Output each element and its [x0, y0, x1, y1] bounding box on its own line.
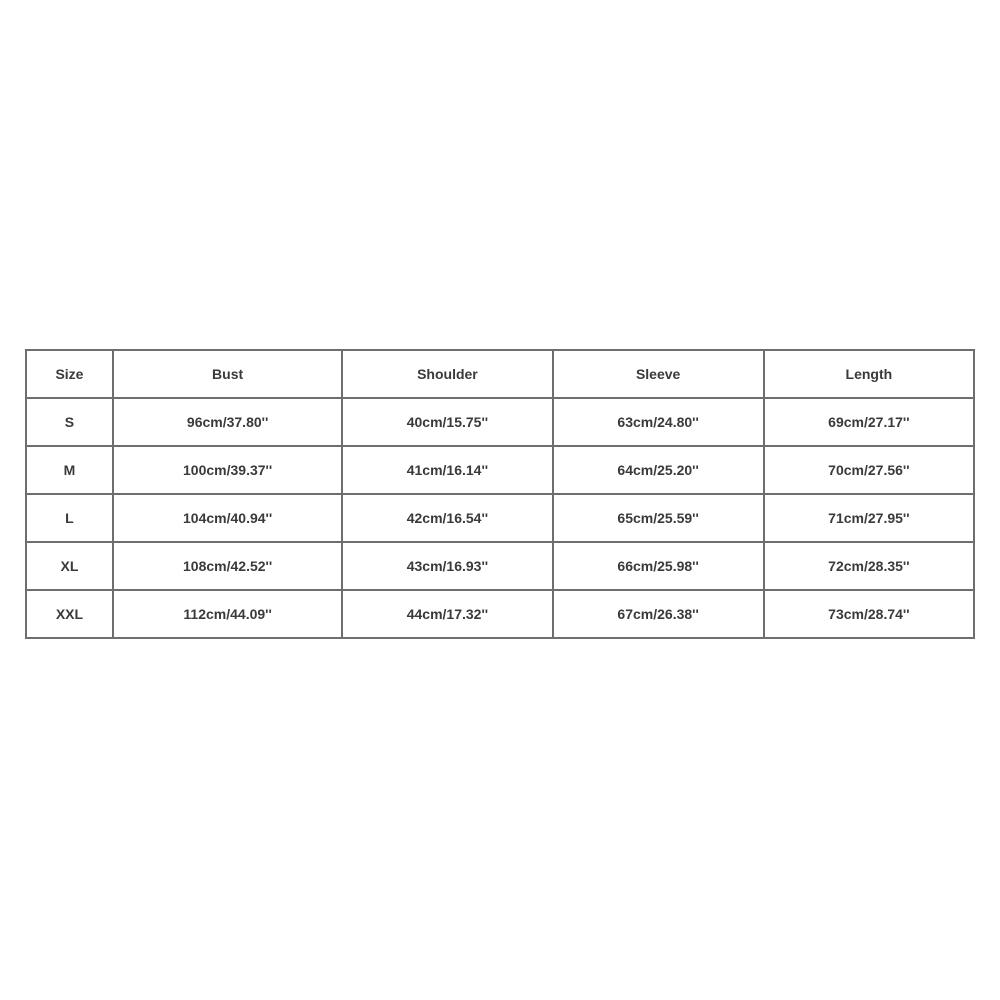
table-row: [26, 542, 974, 590]
cell-bust: 104cm/40.94'': [113, 494, 342, 542]
cell-size: S: [26, 398, 113, 446]
cell-shoulder: 40cm/15.75'': [342, 398, 552, 446]
cell-length: 72cm/28.35'': [764, 542, 974, 590]
cell-shoulder: 43cm/16.93'': [342, 542, 552, 590]
cell-size: M: [26, 446, 113, 494]
cell-size: L: [26, 494, 113, 542]
cell-sleeve: 66cm/25.98'': [553, 542, 764, 590]
cell-length: 71cm/27.95'': [764, 494, 974, 542]
cell-bust: 96cm/37.80'': [113, 398, 342, 446]
cell-length: 73cm/28.74'': [764, 590, 974, 638]
table-row: [26, 446, 974, 494]
cell-bust: 112cm/44.09'': [113, 590, 342, 638]
table-header-row: [26, 350, 974, 398]
cell-shoulder: 42cm/16.54'': [342, 494, 552, 542]
cell-length: 70cm/27.56'': [764, 446, 974, 494]
cell-size: XXL: [26, 590, 113, 638]
cell-bust: 100cm/39.37'': [113, 446, 342, 494]
table-row: [26, 398, 974, 446]
size-chart-table: [25, 349, 975, 639]
cell-bust: 108cm/42.52'': [113, 542, 342, 590]
cell-sleeve: 64cm/25.20'': [553, 446, 764, 494]
header-size: Size: [26, 350, 113, 398]
table-row: [26, 494, 974, 542]
header-bust: Bust: [113, 350, 342, 398]
header-sleeve: Sleeve: [553, 350, 764, 398]
cell-size: XL: [26, 542, 113, 590]
header-length: Length: [764, 350, 974, 398]
cell-length: 69cm/27.17'': [764, 398, 974, 446]
table-row: [26, 590, 974, 638]
cell-shoulder: 41cm/16.14'': [342, 446, 552, 494]
header-shoulder: Shoulder: [342, 350, 552, 398]
cell-shoulder: 44cm/17.32'': [342, 590, 552, 638]
cell-sleeve: 65cm/25.59'': [553, 494, 764, 542]
cell-sleeve: 67cm/26.38'': [553, 590, 764, 638]
cell-sleeve: 63cm/24.80'': [553, 398, 764, 446]
